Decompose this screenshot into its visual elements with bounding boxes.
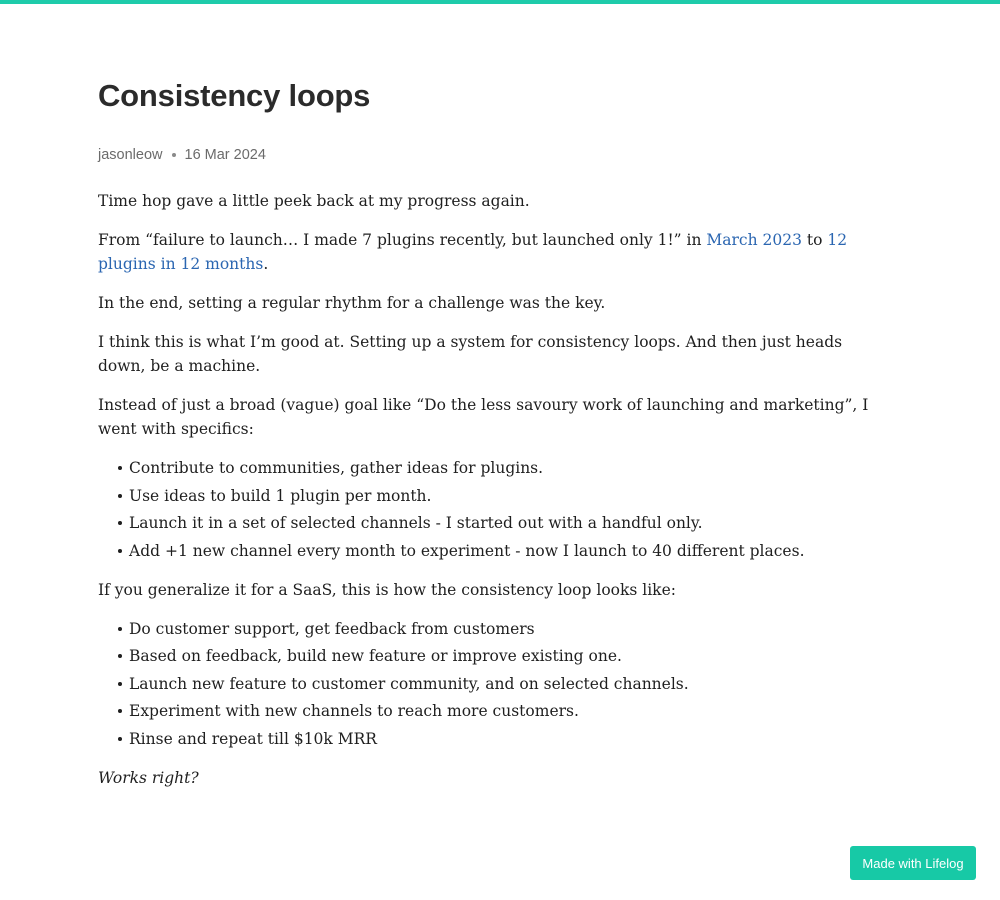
link-12-plugins[interactable]: 12 plugins in 12 months — [98, 231, 848, 273]
list-item: Rinse and repeat till $10k MRR — [118, 727, 888, 751]
list-item: Launch it in a set of selected channels - I started out with a handful only. — [118, 511, 888, 535]
post-date: 16 Mar 2024 — [184, 147, 266, 163]
list-item: Use ideas to build 1 plugin per month. — [118, 484, 888, 508]
specifics-list — [98, 456, 888, 563]
paragraph-3: In the end, setting a regular rhythm for a challenge was the key. — [98, 294, 606, 312]
top-accent-bar — [0, 0, 1000, 4]
list-item: Contribute to communities, gather ideas for plugins. — [118, 456, 888, 480]
paragraph-2-text-b: to — [801, 231, 828, 249]
list-item: Add +1 new channel every month to experiment - now I launch to 40 different places. — [118, 539, 888, 563]
paragraph-2-text-a: From “failure to launch… I made 7 plugins recently, but launched only 1!” in — [98, 231, 707, 249]
post-article — [98, 76, 888, 805]
saas-loop-list — [98, 617, 888, 751]
meta-separator-dot — [172, 153, 176, 157]
paragraph-1: Time hop gave a little peek back at my progress again. — [98, 192, 530, 210]
made-with-lifelog-button[interactable]: Made with Lifelog — [850, 846, 976, 880]
paragraph-5: Instead of just a broad (vague) goal like “Do the less savoury work of launching and marketing”, I went with specifics: — [98, 396, 869, 438]
list-item: Do customer support, get feedback from customers — [118, 617, 888, 641]
paragraph-2 — [98, 228, 888, 276]
link-march-2023[interactable]: March 2023 — [706, 231, 802, 249]
paragraph-6: If you generalize it for a SaaS, this is how the consistency loop looks like: — [98, 580, 676, 599]
list-item: Experiment with new channels to reach more customers. — [118, 699, 888, 723]
list-item: Based on feedback, build new feature or improve existing one. — [118, 644, 888, 668]
post-title: Consistency loops — [98, 78, 371, 113]
paragraph-2-text-c: . — [263, 255, 269, 273]
post-body — [98, 189, 888, 790]
post-meta — [98, 145, 888, 165]
list-item: Launch new feature to customer community, and on selected channels. — [118, 672, 888, 696]
post-author[interactable]: jasonleow — [98, 147, 163, 163]
closing-line: Works right? — [98, 768, 199, 787]
paragraph-4: I think this is what I’m good at. Setting up a system for consistency loops. And then just heads down, be a machine. — [98, 333, 843, 375]
